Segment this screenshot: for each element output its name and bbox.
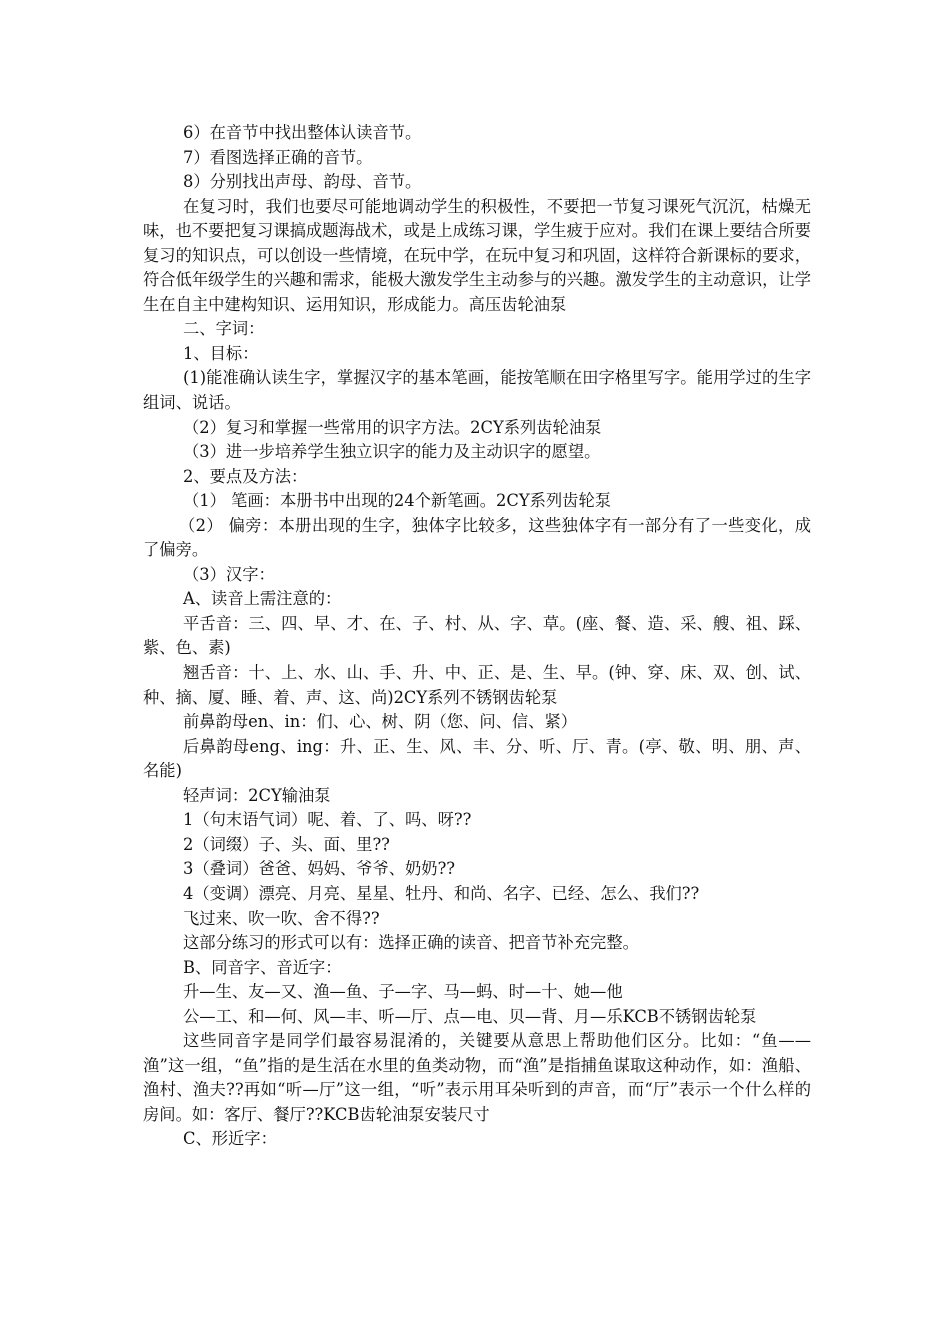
retroflex-sounds: 翘舌音：十、上、水、山、手、升、中、正、是、生、早。(钟、穿、床、双、创、试、种、摘、厦、睡、着、声、这、尚)2CY系列不锈钢齿轮泵	[143, 663, 811, 707]
neutral-tone-3: 3（叠词）爸爸、妈妈、爷爷、奶奶??	[183, 859, 456, 879]
method-characters: （3）汉字：	[183, 564, 275, 584]
neutral-tone-5: 飞过来、吹一吹、舍不得??	[183, 908, 380, 928]
neutral-tone-heading: 轻声词：2CY输油泵	[183, 785, 331, 805]
goal-item-3: （3）进一步培养学生独立识字的能力及主动识字的愿望。	[183, 442, 601, 462]
review-paragraph: 在复习时，我们也要尽可能地调动学生的积极性，不要把一节复习课死气沉沉，枯燥无味，也不要把复习课搞成题海战术，或是上成练习课，学生疲于应对。我们在课上要结合所要复习的知识点，可以创设一些情境，在玩中学，在玩中复习和巩固，这样符合新课标的要求，符合低年级学生的兴趣和需求，能极大激发学生主动参与的兴趣。激发学生的主动意识，让学生在自主中建构知识、运用知识，形成能力。高压齿轮油泵	[143, 196, 811, 314]
goal-item-1: (1)能准确认读生字，掌握汉字的基本笔画，能按笔顺在田字格里写字。能用学过的生字组词、说话。	[143, 368, 811, 413]
goal-item-2: （2）复习和掌握一些常用的识字方法。2CY系列齿轮油泵	[183, 417, 602, 437]
line-3: 8）分别找出声母、韵母、音节。	[183, 172, 422, 192]
similar-shapes-heading: C、形近字：	[183, 1129, 277, 1149]
front-nasal-finals: 前鼻韵母en、in：们、心、树、阴（您、问、信、紧）	[183, 712, 578, 732]
flat-tongue-sounds: 平舌音：三、四、早、才、在、子、村、从、字、草。(座、餐、造、采、艘、祖、踩、紫、色、素)	[143, 613, 811, 658]
homophones-heading: B、同音字、音近字：	[183, 957, 342, 977]
exercise-forms: 这部分练习的形式可以有：选择正确的读音、把音节补充完整。	[183, 933, 639, 953]
back-nasal-finals: 后鼻韵母eng、ing：升、正、生、风、丰、分、听、厅、青。(亭、敬、明、朋、声、名能)	[143, 736, 811, 781]
neutral-tone-2: 2（词缀）子、头、面、里??	[183, 834, 390, 854]
pronunciation-heading: A、读音上需注意的：	[183, 589, 342, 609]
section-heading-words: 二、字词：	[183, 319, 265, 339]
neutral-tone-4: 4（变调）漂亮、月亮、星星、牡丹、和尚、名字、已经、怎么、我们??	[183, 883, 700, 903]
homophones-row-1: 升—生、友—又、渔—鱼、子—字、马—蚂、时—十、她—他	[183, 982, 623, 1002]
document-body	[143, 121, 811, 1152]
line-2: 7）看图选择正确的音节。	[183, 147, 373, 167]
method-strokes: （1） 笔画：本册书中出现的24个新笔画。2CY系列齿轮泵	[183, 491, 612, 511]
method-radicals: （2） 偏旁：本册出现的生字，独体字比较多，这些独体字有一部分有了一些变化，成了偏旁。	[143, 515, 811, 560]
line-1: 6）在音节中找出整体认读音节。	[183, 123, 422, 142]
methods-heading: 2、要点及方法：	[183, 466, 308, 486]
homophones-explanation: 这些同音字是同学们最容易混淆的，关键要从意思上帮助他们区分。比如：“鱼——渔”这一组，“鱼”指的是生活在水里的鱼类动物，而“渔”是指捕鱼谋取这种动作，如：渔船、渔村、渔夫??再如“听—厅”这一组，“听”表示用耳朵听到的声音，而“厅”表示一个什么样的房间。如：客厅、餐厅??KCB齿轮油泵安装尺寸	[143, 1031, 811, 1124]
neutral-tone-1: 1（句末语气词）呢、着、了、吗、呀??	[183, 810, 472, 830]
homophones-row-2: 公—工、和—何、风—丰、听—厅、点—电、贝—背、月—乐KCB不锈钢齿轮泵	[183, 1006, 757, 1026]
goal-heading: 1、目标：	[183, 343, 259, 363]
